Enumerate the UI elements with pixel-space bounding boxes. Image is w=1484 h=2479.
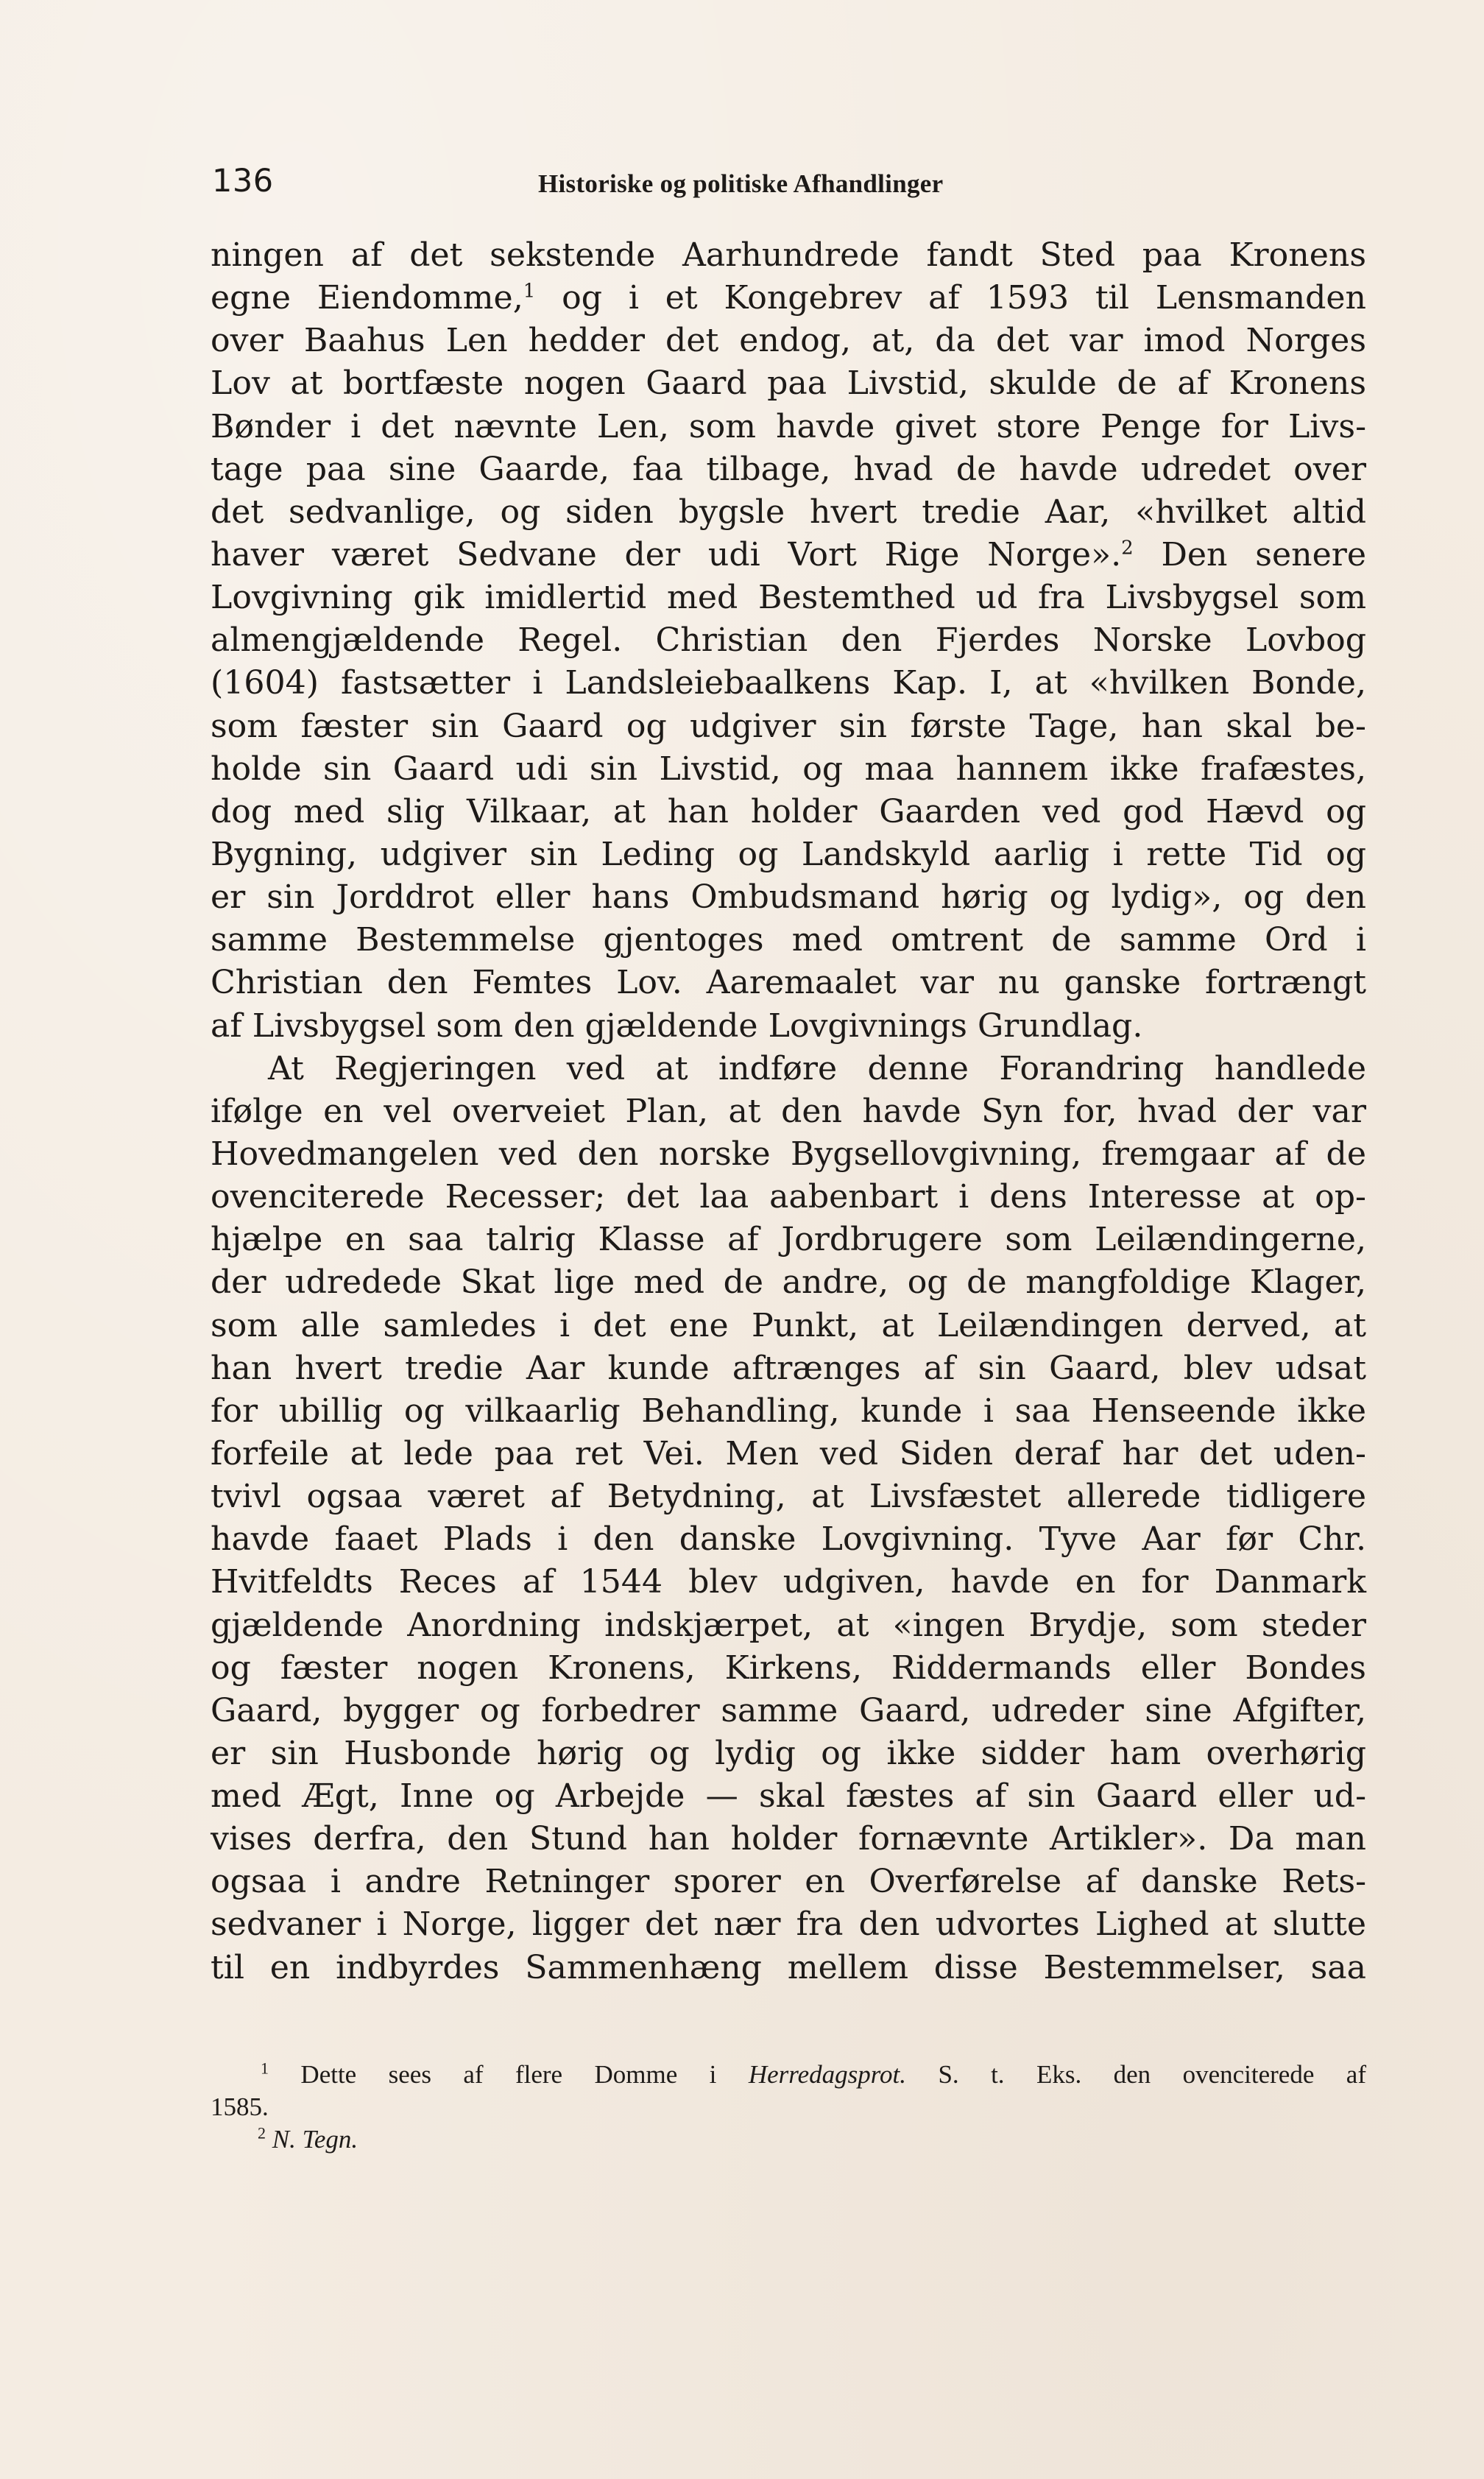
text-line: (1604) fastsætter i Landsleiebaalkens Kap. I, at «hvilken Bonde, bbox=[211, 664, 1366, 702]
text-line: tage paa sine Gaarde, faa tilbage, hvad de havde udredet over bbox=[211, 450, 1366, 488]
text-line: holde sin Gaard udi sin Livstid, og maa hannem ikke frafæstes, bbox=[211, 750, 1366, 788]
page-number: 136 bbox=[212, 163, 274, 200]
text-line: havde faaet Plads i den danske Lovgivning. Tyve Aar før Chr. bbox=[211, 1520, 1366, 1559]
footnote-1: $^1$ Dette sees af flere Domme i Herredagsprot. S. t. Eks. den ovenciterede af bbox=[261, 2059, 1366, 2089]
footnote-mark: 1 bbox=[261, 2059, 269, 2078]
text-line: som fæster sin Gaard og udgiver sin første Tage, han skal be- bbox=[211, 707, 1366, 745]
text-line: Bønder i det nævnte Len, som havde givet store Penge for Livs- bbox=[211, 407, 1366, 445]
paragraph-start-line: At Regjeringen ved at indføre denne Forandring handlede bbox=[268, 1049, 1366, 1087]
text-line: hjælpe en saa talrig Klasse af Jordbrugere som Leilændingerne, bbox=[211, 1221, 1366, 1259]
text-line: egne Eiendomme,$^1$ og i et Kongebrev af 1593 til Lensmanden bbox=[211, 279, 1366, 317]
running-title: Historiske og politiske Afhandlinger bbox=[538, 169, 944, 198]
footnote-1-continuation: 1585. bbox=[211, 2092, 269, 2121]
text-line: med Ægt, Inne og Arbejde — skal fæstes af sin Gaard eller ud- bbox=[211, 1777, 1366, 1816]
text-line: Lov at bortfæste nogen Gaard paa Livstid, skulde de af Kronens bbox=[211, 364, 1366, 403]
text-line: haver været Sedvane der udi Vort Rige Norge».$^2$ Den senere bbox=[211, 535, 1367, 574]
text-line: Hovedmangelen ved den norske Bygsellovgivning, fremgaar af de bbox=[211, 1135, 1366, 1173]
text-line: ovenciterede Recesser; det laa aabenbart i dens Interesse at op- bbox=[211, 1178, 1366, 1216]
footnote-mark: 2 bbox=[258, 2123, 266, 2143]
footnote-ref-2: 2 bbox=[1121, 537, 1134, 560]
text-line: vises derfra, den Stund han holder fornævnte Artikler». Da man bbox=[211, 1820, 1366, 1858]
text-line: samme Bestemmelse gjentoges med omtrent de samme Ord i bbox=[211, 921, 1366, 959]
text-line: Christian den Femtes Lov. Aaremaalet var nu ganske fortrængt bbox=[211, 964, 1366, 1002]
footnote-2: $^2$ N. Tegn. bbox=[258, 2123, 358, 2154]
text-line: Hvitfeldts Reces af 1544 blev udgiven, havde en for Danmark bbox=[211, 1563, 1366, 1601]
text-line: almengjældende Regel. Christian den Fjerdes Norske Lovbog bbox=[211, 621, 1366, 660]
text-line: dog med slig Vilkaar, at han holder Gaarden ved god Hævd og bbox=[211, 792, 1366, 831]
text-line: Gaard, bygger og forbedrer samme Gaard, udreder sine Afgifter, bbox=[211, 1691, 1366, 1729]
text-line: sedvaner i Norge, ligger det nær fra den udvortes Lighed at slutte bbox=[211, 1905, 1366, 1944]
text-line: er sin Husbonde hørig og lydig og ikke sidder ham overhørig bbox=[211, 1734, 1366, 1772]
text-line: ifølge en vel overveiet Plan, at den havde Syn for, hvad der var bbox=[211, 1092, 1366, 1130]
text-line: gjældende Anordning indskjærpet, at «ingen Brydje, som steder bbox=[211, 1606, 1366, 1644]
page-header bbox=[212, 159, 1368, 203]
text-line: er sin Jorddrot eller hans Ombudsmand hørig og lydig», og den bbox=[211, 878, 1366, 917]
text-line: det sedvanlige, og siden bygsle hvert tredie Aar, «hvilket altid bbox=[211, 493, 1366, 531]
footnote-ref-1: 1 bbox=[523, 280, 536, 303]
text-line: over Baahus Len hedder det endog, at, da det var imod Norges bbox=[211, 322, 1366, 360]
text-line: forfeile at lede paa ret Vei. Men ved Siden deraf har det uden- bbox=[211, 1434, 1366, 1473]
text-line: og fæster nogen Kronens, Kirkens, Riddermands eller Bondes bbox=[211, 1648, 1366, 1687]
footnotes bbox=[211, 2059, 1366, 2156]
text-line: ogsaa i andre Retninger sporer en Overførelse af danske Rets- bbox=[211, 1863, 1366, 1901]
text-line: til en indbyrdes Sammenhæng mellem disse Bestemmelser, saa bbox=[211, 1948, 1366, 1986]
text-line: af Livsbygsel som den gjældende Lovgivnings Grundlag. bbox=[211, 1006, 1143, 1045]
text-line: han hvert tredie Aar kunde aftrænges af sin Gaard, blev udsat bbox=[211, 1349, 1366, 1387]
text-line: Lovgivning gik imidlertid med Bestemthed ud fra Livsbygsel som bbox=[211, 579, 1366, 617]
body-text bbox=[211, 234, 1366, 1989]
text-line: som alle samledes i det ene Punkt, at Leilændingen derved, at bbox=[211, 1306, 1366, 1344]
text-line: tvivl ogsaa været af Betydning, at Livsfæstet allerede tidligere bbox=[211, 1478, 1366, 1516]
text-line: der udredede Skat lige med de andre, og de mangfoldige Klager, bbox=[211, 1263, 1366, 1302]
text-line: for ubillig og vilkaarlig Behandling, kunde i saa Henseende ikke bbox=[211, 1392, 1366, 1430]
text-line: Bygning, udgiver sin Leding og Landskyld aarlig i rette Tid og bbox=[211, 835, 1366, 873]
text-line: ningen af det sekstende Aarhundrede fandt Sted paa Kronens bbox=[211, 236, 1366, 274]
